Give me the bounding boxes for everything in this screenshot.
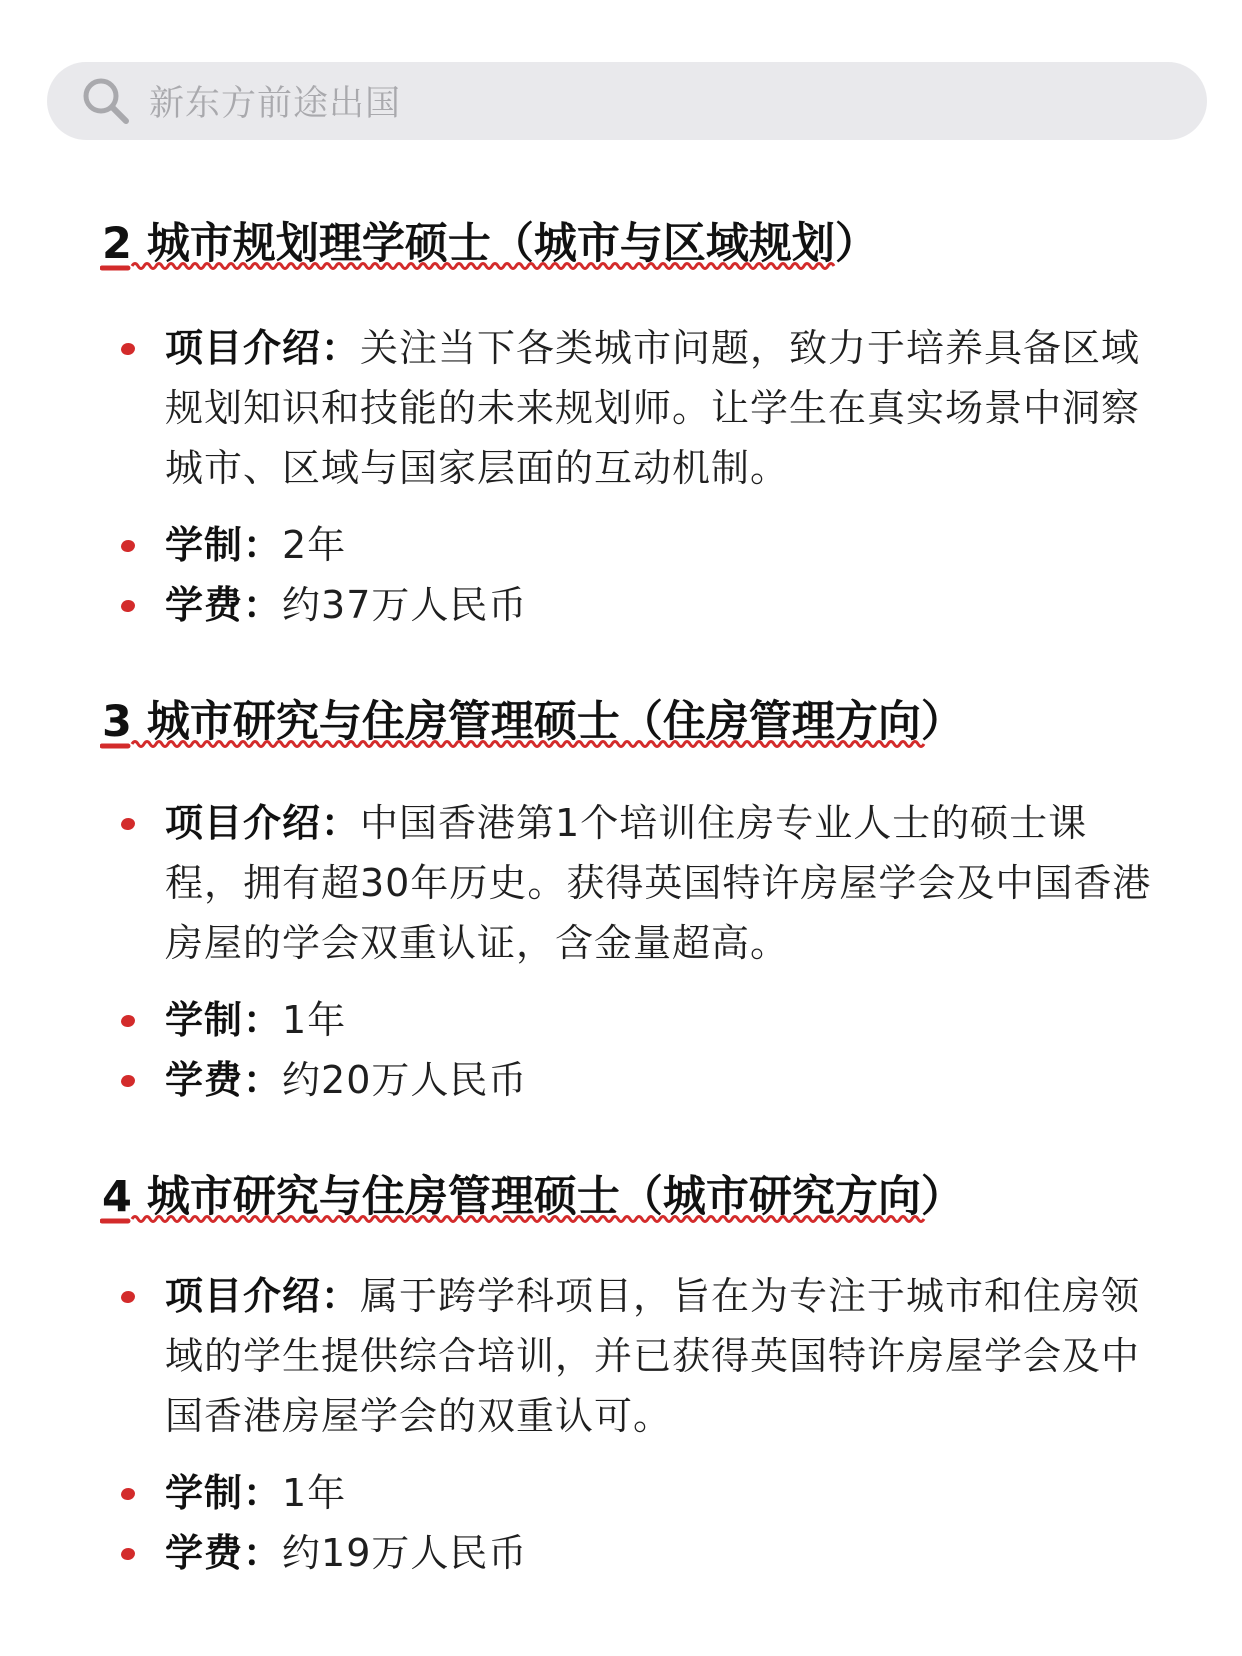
bullet-dot	[120, 342, 136, 357]
search-bar[interactable]	[47, 62, 1207, 140]
item-text: 约19万人民币	[282, 1531, 528, 1575]
search-icon[interactable]	[77, 72, 135, 130]
bullet-dot	[120, 1290, 136, 1305]
bullet-dot	[120, 539, 136, 554]
item-text: 约20万人民币	[282, 1058, 528, 1102]
item-label: 学费：	[165, 1058, 283, 1102]
item-text: 约37万人民币	[282, 583, 528, 627]
bullet-dot	[120, 817, 136, 832]
item-label: 学制：	[165, 1471, 283, 1515]
squiggle-underline	[100, 1211, 926, 1227]
squiggle-underline	[100, 736, 926, 752]
item-label: 学制：	[165, 523, 283, 567]
item-text: 1年	[282, 998, 347, 1042]
item-text: 中国香港第1个培训住房专业人士的硕士课程，拥有超30年历史。获得英国特许房屋学会及中国香港房屋的学会双重认证，含金量超高。	[165, 801, 1152, 965]
bullet-dot	[120, 1487, 136, 1502]
bullet-dot	[120, 1074, 136, 1089]
item-label: 项目介绍：	[165, 326, 361, 370]
section-title: 4 城市研究与住房管理硕士（城市研究方向）	[102, 1172, 964, 1222]
bullet-dot	[120, 1014, 136, 1029]
item-text: 属于跨学科项目，旨在为专注于城市和住房领域的学生提供综合培训，并已获得英国特许房屋学会及中国香港房屋学会的双重认可。	[165, 1274, 1141, 1438]
item-text: 1年	[282, 1471, 347, 1515]
squiggle-underline	[100, 258, 836, 274]
item-label: 学费：	[165, 583, 283, 627]
section-title: 3 城市研究与住房管理硕士（住房管理方向）	[102, 697, 964, 747]
section-title: 2 城市规划理学硕士（城市与区域规划）	[102, 219, 878, 269]
bullet-dot	[120, 1547, 136, 1562]
item-label: 学费：	[165, 1531, 283, 1575]
item-label: 项目介绍：	[165, 1274, 361, 1318]
item-label: 学制：	[165, 998, 283, 1042]
bullet-dot	[120, 599, 136, 614]
item-text: 关注当下各类城市问题，致力于培养具备区域规划知识和技能的未来规划师。让学生在真实场景中洞察城市、区域与国家层面的互动机制。	[165, 326, 1141, 490]
item-text: 2年	[282, 523, 347, 567]
search-placeholder[interactable]: 新东方前途出国	[149, 84, 402, 124]
item-label: 项目介绍：	[165, 801, 361, 845]
